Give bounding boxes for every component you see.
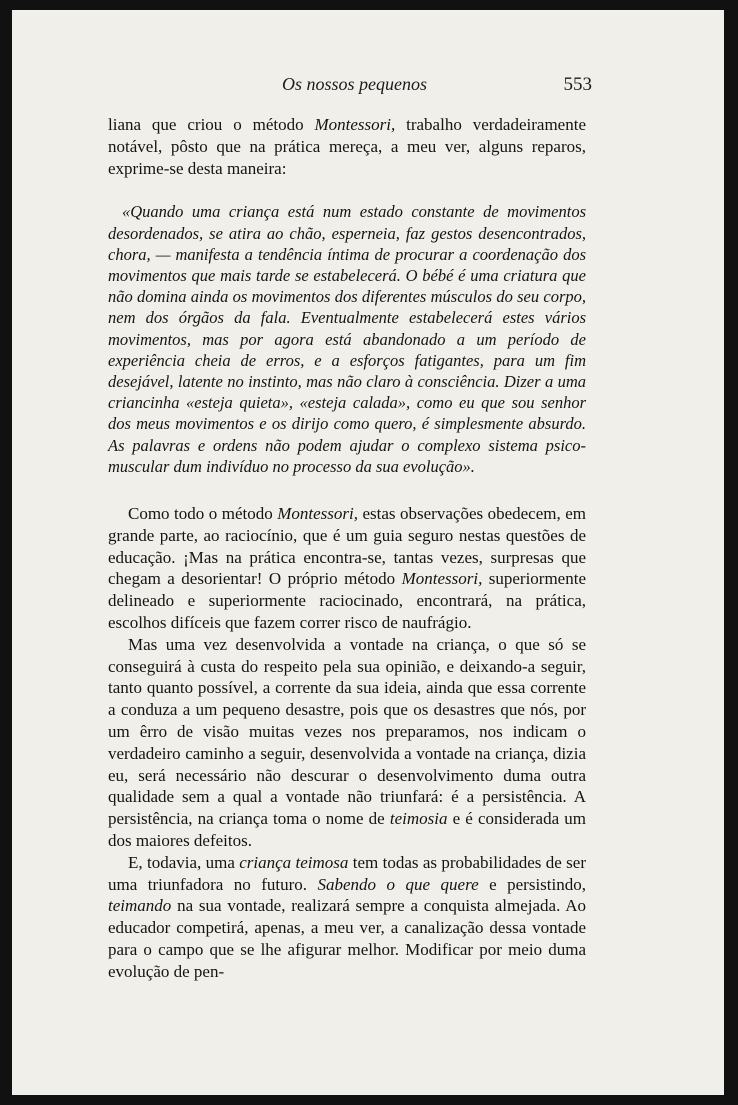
- text-segment: liana que criou o método: [108, 115, 315, 134]
- book-page: [12, 10, 724, 1095]
- text-segment: trabalho verdadeiramente notável, pôsto que na prática mereça, a meu ver, alguns reparos, exprime-se desta maneira:: [108, 115, 586, 178]
- text-segment-italic: teimando: [108, 896, 172, 916]
- paragraph-3: [108, 634, 586, 852]
- text-segment: Como todo o método: [128, 504, 278, 524]
- text-segment: superiormente delineado e superiormente raciocinado, encontrará, na prática, escolhos difíceis que fazem correr risco de naufrágio.: [108, 569, 586, 633]
- text-segment-italic: criança teimosa: [239, 852, 349, 872]
- text-segment-italic: teimosia: [389, 809, 448, 829]
- text-segment: Mas uma vez desenvolvida a vontade na criança, o que só se conseguirá à custa do respeito pela sua opinião, e deixando-a seguir, tanto quanto possível, a corrente da sua ideia, ainda que essa corrente a conduza a um pequeno desastre, pois que os desastres que nós, por um êrro de visão muitas vezes nos preparamos, nos indicam o verdadeiro caminho a seguir, desenvolvida a vontade na criança, dizia eu, será necessário não descurar o desenvolvimento duma outra qualidade sem a qual a vontade não triunfará: é a persistência. A persistência, na criança toma o nome de: [108, 634, 586, 829]
- text-segment: E, todavia, uma: [128, 852, 240, 872]
- page-header: [112, 74, 592, 100]
- text-segment: tem todas as probabilidades de ser uma triunfadora no futuro.: [108, 852, 586, 894]
- quote-text: «Quando uma criança está num estado constante de movimentos desordenados, se atira ao chão, esperneia, faz gestos desencontrados, chora, — manifesta a tendência íntima de procurar a coordenação dos movimentos que mais tarde se estabelecerá. O bébé é uma criatura que não domina ainda os movimentos dos diferentes músculos do seu corpo, nem dos órgãos da fala. Eventualmente estabelecerá estes vários movimentos, mas por agora está abandonado a um período de experiência cheia de erros, e a esforços fatigantes, para um fim desejável, latente no instinto, mas não claro à consciência. Dizer a uma criancinha «esteja quieta», «esteja calada», como eu que sou senhor dos meus movimentos e os dirijo como quero, é simplesmente absurdo. As palavras e ordens não podem ajudar o complexo sistema psico-muscular dum indivíduo no processo da sua evolução».: [108, 202, 586, 476]
- text-segment: na sua vontade, realizará sempre a conquista almejada. Ao educador competirá, apenas, a meu ver, a canalização dessa vontade para o campo que se lhe afigurar melhor. Modificar por meio duma evolução de pen-: [108, 896, 586, 981]
- text-segment: e persistindo,: [478, 874, 586, 894]
- text-segment-italic: Montessori,: [314, 115, 396, 134]
- paragraph-2: [108, 503, 586, 634]
- block-quote: [108, 201, 586, 477]
- text-segment: e é considerada um dos maiores defeitos.: [108, 809, 586, 850]
- text-segment-italic: Montessori,: [277, 504, 358, 524]
- running-title: Os nossos pequenos: [282, 74, 428, 94]
- body-text: [108, 114, 586, 983]
- paragraph-1: [108, 114, 586, 179]
- paragraph-4: [108, 852, 586, 983]
- text-segment-italic: Montessori,: [401, 569, 483, 589]
- page-number: 553: [563, 74, 592, 95]
- text-segment: estas observações obedecem, em grande parte, ao raciocínio, que é um guia seguro nestas questões de educação. ¡Mas na prática encontra-se, tantas vezes, surpresas que chegam a desorientar! O próprio método: [108, 504, 587, 589]
- text-segment-italic: Sabendo o que quere: [317, 874, 479, 894]
